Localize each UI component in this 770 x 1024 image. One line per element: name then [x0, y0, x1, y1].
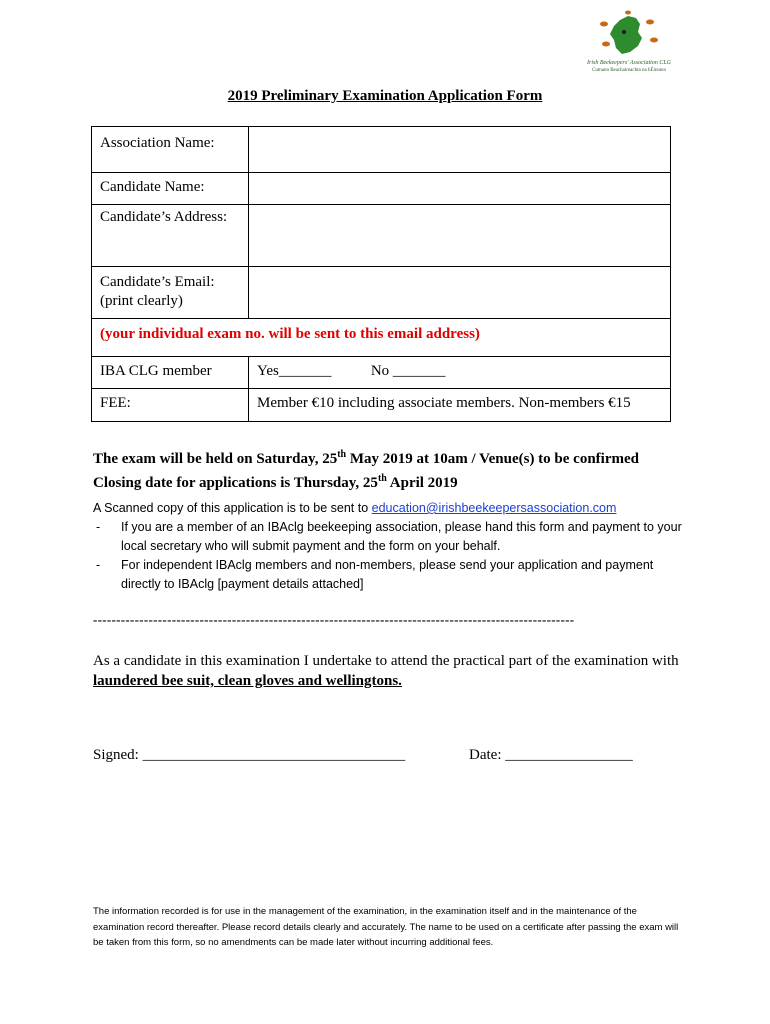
candidate-address-label: Candidate’s Address:	[92, 205, 249, 267]
candidate-name-field[interactable]	[249, 173, 671, 205]
application-form-table	[91, 126, 671, 422]
fee-value: Member €10 including associate members. Non-members €15	[249, 389, 671, 422]
member-no-field[interactable]: No _______	[370, 363, 446, 379]
fee-label: FEE:	[92, 389, 249, 422]
member-choice-cell	[249, 357, 671, 389]
education-email-link[interactable]: education@irishbeekeepersassociation.com	[371, 501, 617, 515]
association-logo	[584, 10, 674, 76]
logo-name: Irish Beekeepers' Association CLG	[587, 60, 671, 66]
undertaking-statement: As a candidate in this examination I undertake to attend the practical part of the examination with laundered bee suit, clean gloves and wellingtons.	[93, 653, 679, 689]
member-label: IBA CLG member	[92, 357, 249, 389]
date-field[interactable]: Date: _________________	[469, 747, 633, 763]
list-item: - For independent IBAclg members and non-members, please send your application and payment directly to IBAclg [payment details attached]	[96, 558, 654, 591]
page-title: 2019 Preliminary Examination Application Form	[227, 88, 543, 104]
email-note: (your individual exam no. will be sent to this email address)	[92, 319, 671, 357]
member-yes-field[interactable]: Yes_______	[257, 363, 332, 379]
candidate-address-field[interactable]	[249, 205, 671, 267]
association-name-field[interactable]	[249, 127, 671, 173]
candidate-email-label-cell	[92, 267, 249, 319]
association-name-label: Association Name:	[92, 127, 249, 173]
data-notice-footer: The information recorded is for use in the management of the examination, in the examination itself and in the maintenance of the examination record thereafter. Please record details clearly and accurately. The name to be used on a certificate after passing the exam will be taken from this form, so no amendments can be made later without incurring additional fees.	[93, 906, 679, 948]
candidate-email-field[interactable]	[249, 267, 671, 319]
instructions-intro: A Scanned copy of this application is to be sent to education@irishbeekeepersassociation.com	[93, 501, 617, 515]
candidate-email-label: Candidate’s Email:	[100, 274, 215, 290]
print-clearly-note: (print clearly)	[100, 293, 183, 309]
submission-instructions	[93, 499, 693, 594]
exam-date-line: The exam will be held on Saturday, 25th May 2019 at 10am / Venue(s) to be confirmed	[93, 449, 639, 467]
equipment-requirement: laundered bee suit, clean gloves and wellingtons.	[93, 673, 402, 689]
closing-date-line: Closing date for applications is Thursday, 25th April 2019	[93, 473, 458, 491]
logo-tagline: Cumann Beachaireachta na hÉireann	[592, 68, 666, 73]
candidate-name-label: Candidate Name:	[92, 173, 249, 205]
signature-field[interactable]: Signed: ___________________________________	[93, 747, 406, 763]
exam-info	[93, 445, 639, 493]
ireland-map-logo-icon	[584, 10, 674, 62]
cut-line-divider: --------------------------------------------------------------------------------------------------------	[93, 612, 575, 627]
list-item: - If you are a member of an IBAclg beekeeping association, please hand this form and payment to your local secretary who will submit payment and the form on your behalf.	[96, 520, 682, 553]
